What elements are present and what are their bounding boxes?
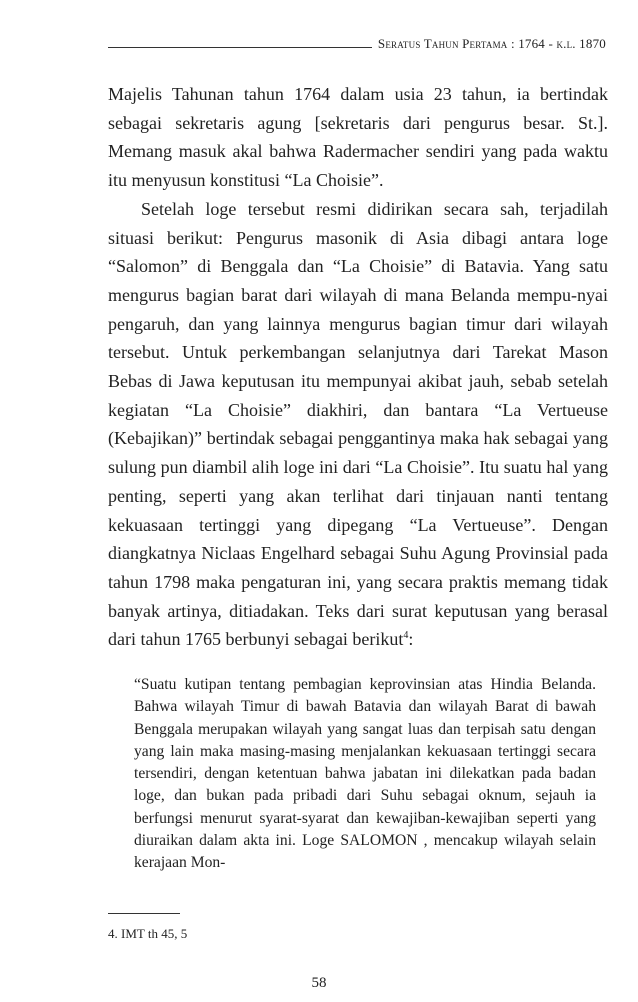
footnote: 4. IMT th 45, 5 bbox=[108, 926, 188, 941]
paragraph-1: Majelis Tahunan tahun 1764 dalam usia 23 tahun, ia bertindak sebagai sekretaris agung [sekretaris dari pengurus besar. St.]. Memang masuk akal bahwa Radermacher sendiri yang pada waktu itu menyusun konstitusi “La Choisie”. bbox=[108, 84, 608, 191]
paragraph-2: Setelah loge tersebut resmi didirikan secara sah, terjadilah situasi berikut: Pengurus masonik di Asia dibagi antara loge “Salomon” di Benggala dan “La Choisie” di Batavia. Yang satu mengurus bagian barat dari wilayah di mana Belanda mempu-nyai pengaruh, dan yang lainnya mengurus bagian timur dari wilayah tersebut. Untuk perkembangan selanjutnya dari Tarekat Mason Bebas di Jawa keputusan itu mempunyai akibat jauh, sebab setelah kegiatan “La Choisie” diakhiri, dan bantara “La Vertueuse (Kebajikan)” bertindak sebagai penggantinya maka hak sebagai yang sulung pun diambil alih loge ini dari “La Choisie”. Itu suatu hal yang penting, seperti yang akan terlihat dari tinjauan nanti tentang kekuasaan tertinggi yang dipegang “La Vertueuse”. Dengan diangkatnya Niclaas Engelhard sebagai Suhu Agung Provinsial pada tahun 1798 maka pengaturan ini, yang secara praktis memang tidak banyak artinya, ditiadakan. Teks dari surat keputusan yang berasal dari tahun 1765 berbunyi sebagai berikut$^4$: bbox=[108, 198, 608, 650]
page-number: 58 bbox=[311, 975, 327, 991]
running-head-title: Seratus Tahun Pertama : 1764 - k.l. 1870 bbox=[377, 36, 606, 51]
footnote-reference: 4 bbox=[403, 630, 409, 642]
block-quote-text: “Suatu kutipan tentang pembagian keprovinsian atas Hindia Belanda. Bahwa wilayah Timur di bawah Batavia dan wilayah Barat di bawah Benggala merupakan wilayah yang sangat luas dan terpisah satu dengan yang lain maka masing-masing menjalankan kekuasaan tertinggi secara tersendiri, dengan ketentuan bahwa jabatan ini dilekatkan pada badan loge, dan bukan pada pribadi dari Suhu sebagai oknum, sejauh ia berfungsi menurut syarat-syarat dan kewajiban-kewajiban seperti yang diuraikan dalam akta ini. Loge SALOMON , mencakup wilayah selain kerajaan Mon- bbox=[134, 676, 596, 872]
running-head-rule bbox=[108, 47, 372, 48]
footnote-rule bbox=[108, 913, 180, 914]
running-head bbox=[108, 36, 606, 52]
block-quote bbox=[134, 674, 596, 875]
paragraph-2-text: Setelah loge tersebut resmi didirikan secara sah, terjadilah situasi berikut: Pengurus masonik di Asia dibagi antara loge “Salomon” di Benggala dan “La Choisie” di Batavia. Yang satu mengurus bagian barat dari wilayah di mana Belanda mempu-nyai pengaruh, dan yang lainnya mengurus bagian timur dari wilayah tersebut. Untuk perkembangan selanjutnya dari Tarekat Mason Bebas di Jawa keputusan itu mempunyai akibat jauh, sebab setelah kegiatan “La Choisie” diakhiri, dan bantara “La Vertueuse (Kebajikan)” bertindak sebagai penggantinya maka hak sebagai yang sulung pun diambil alih loge ini dari “La Choisie”. Itu suatu hal yang penting, seperti yang akan terlihat dari tinjauan nanti tentang kekuasaan tertinggi yang dipegang “La Vertueuse”. Dengan diangkatnya Niclaas Engelhard sebagai Suhu Agung Provinsial pada tahun 1798 maka pengaturan ini, yang secara praktis memang tidak banyak artinya, ditiadakan. Teks dari surat keputusan yang berasal dari tahun 1765 berbunyi sebagai berikut bbox=[108, 198, 608, 650]
body-text bbox=[108, 80, 608, 654]
